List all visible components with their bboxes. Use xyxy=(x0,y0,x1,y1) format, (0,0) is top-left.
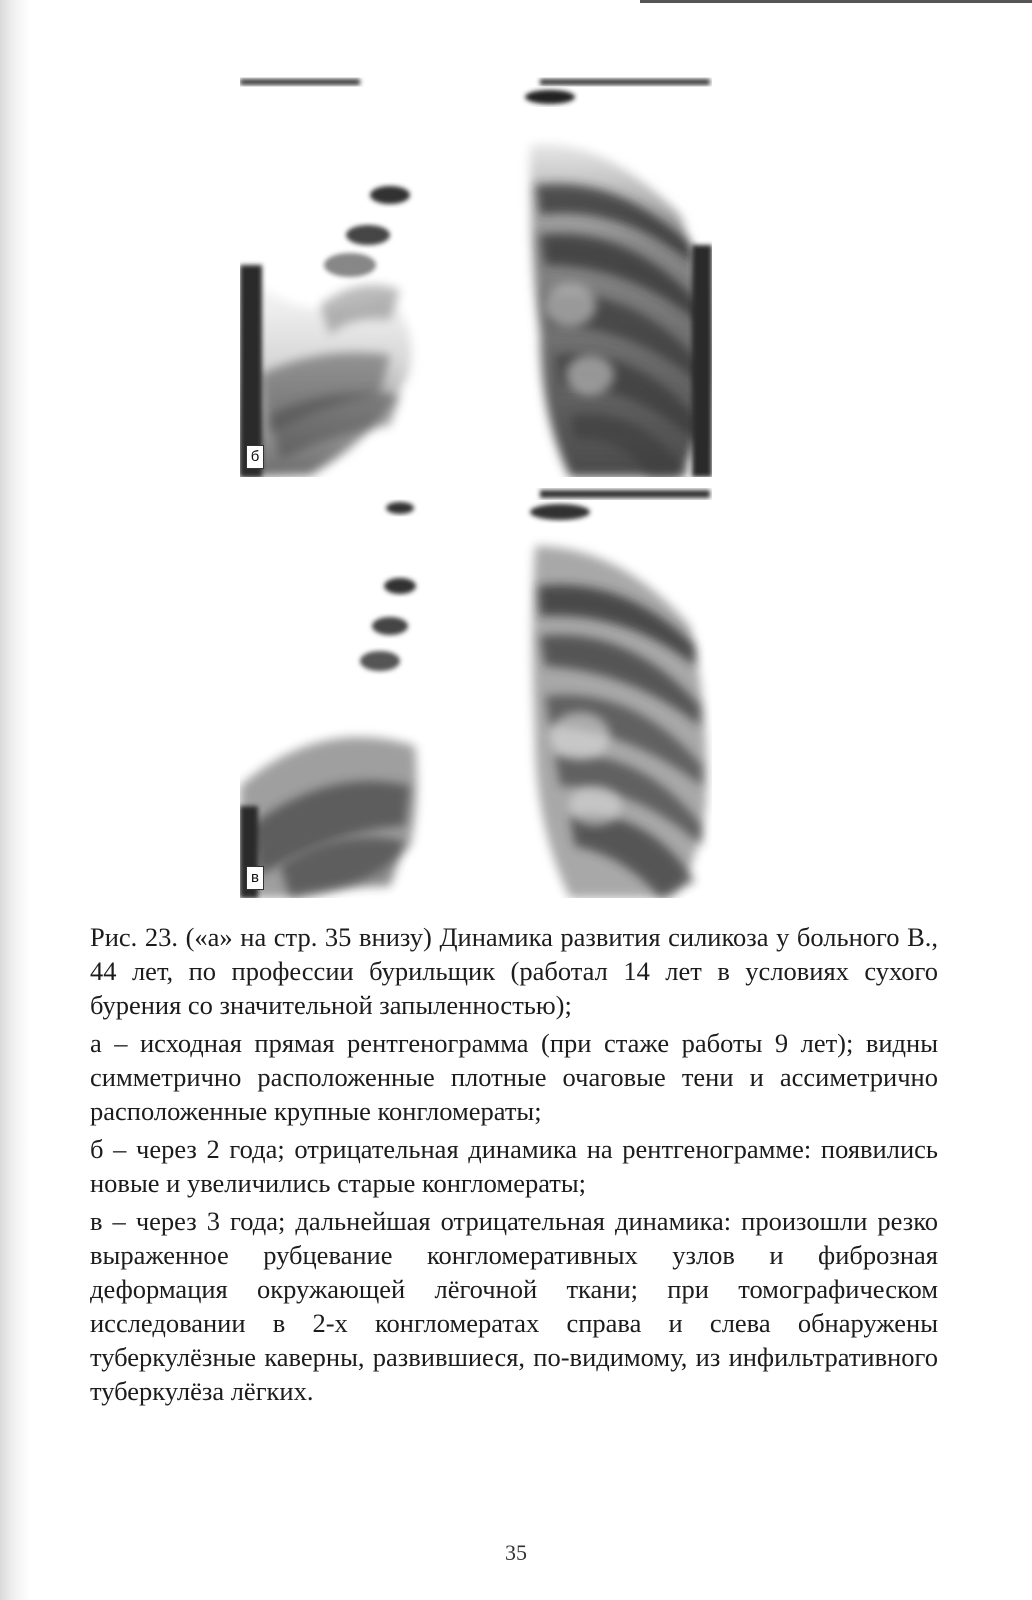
figure-caption xyxy=(90,920,938,1412)
top-rule xyxy=(640,0,1032,3)
xray-v-image xyxy=(240,486,712,898)
panel-letter-b: б xyxy=(246,445,264,469)
caption-item-a: а – исходная прямая рентгенограмма (при стаже работы 9 лет); видны симметрично расположенные плотные очаговые тени и ассиметрично расположенные крупные конгломераты; xyxy=(90,1028,938,1126)
caption-item-v: в – через 3 года; дальнейшая отрицательная динамика: произошли резко выраженное рубцевание конгломеративных узлов и фиброзная деформация окружающей лёгочной ткани; при томографическом исследовании в 2-х конгломератах справа и слева обнаружены туберкулёзные каверны, развившиеся, по-видимому, из инфильтративного туберкулёза лёгких. xyxy=(90,1206,938,1406)
panel-letter-v: в xyxy=(246,866,264,890)
xray-panel-v xyxy=(240,486,712,898)
xray-panel-b xyxy=(240,75,712,477)
caption-main: Рис. 23. («а» на стр. 35 внизу) Динамика развития силикоза у больного В., 44 лет, по профессии бурильщик (работал 14 лет в условиях сухого бурения со значительной запыленностью); xyxy=(90,922,938,1020)
caption-item-b: б – через 2 года; отрицательная динамика на рентгенограмме: появились новые и увеличились старые конгломераты; xyxy=(90,1134,938,1198)
xray-b-image xyxy=(240,75,712,477)
page-number: 35 xyxy=(505,1540,527,1565)
page-scan-edge xyxy=(0,0,30,1600)
